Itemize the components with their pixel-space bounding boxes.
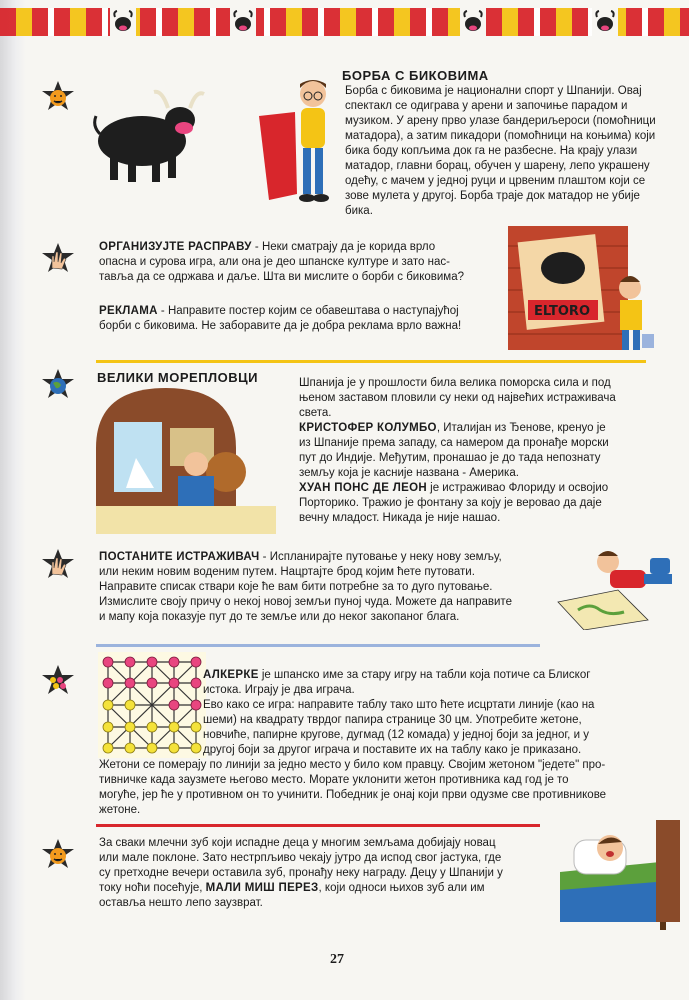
ponce-name: ХУАН ПОНС ДЕ ЛЕОН xyxy=(299,482,427,494)
explorer-title: ПОСТАНИТЕ ИСТРАЖИВАЧ xyxy=(99,551,260,563)
text-line: су претходне вечери оставила зуб, пронађу неку награду. Децу у Шпанији у xyxy=(99,867,503,879)
text-line: или мале поклоне. Зато нестрпљиво чекају јутро да испод свог јастука, где xyxy=(99,852,502,864)
text-line: Жетони се померају по линији за једно место у било ком правцу. Својим жетоном "једете" про- xyxy=(99,759,606,771)
text-line: Шпанија је у прошлости била велика поморска сила и под xyxy=(299,377,611,389)
debate-title: ОРГАНИЗУЈТЕ РАСПРАВУ xyxy=(99,241,252,253)
bullfight-title: БОРБА С БИКОВИМА xyxy=(342,68,489,83)
text-line: РЕКЛАМА - Направите постер којим се обавештава о наступајућој xyxy=(99,305,459,317)
hand-icon xyxy=(40,242,76,278)
alquerque-title: АЛКЕРКЕ xyxy=(203,669,259,681)
text-line: АЛКЕРКЕ је шпанско име за стару игру на табли која потиче са Блиског xyxy=(203,669,591,681)
page-binding xyxy=(0,0,26,1000)
navigators-title: ВЕЛИКИ МОРЕПЛОВЦИ xyxy=(97,370,259,385)
text-line: другој боји за другог играча и поставите их на таблу како је приказано. xyxy=(203,744,582,756)
text-line: ПОСТАНИТЕ ИСТРАЖИВАЧ - Испланирајте путовање у неку нову земљу, xyxy=(99,551,502,563)
text-line: оставља нешто лепо заузврат. xyxy=(99,897,263,909)
text-line: матадор, главни борац, обучен у шарену, лепо украшену xyxy=(345,160,650,172)
alquerque-paragraph-bottom xyxy=(99,758,659,818)
text-line: њеном заставом пловили су неки од највећих истраживача xyxy=(299,392,616,404)
bull-head-icon xyxy=(230,8,256,36)
text-line: Направите списак ствари које ће вам бити потребне за то дуго путовање. xyxy=(99,581,493,593)
text-line: жетоне. xyxy=(99,804,141,816)
text-line: Борба с биковима је национални спорт у Шпанији. Овај xyxy=(345,85,642,97)
text-line: вечну младост. Никада је није нашао. xyxy=(299,512,501,524)
divider-line xyxy=(96,644,540,647)
navigators-paragraph xyxy=(299,376,669,526)
bull-head-icon xyxy=(110,8,136,36)
ad-paragraph xyxy=(99,304,509,334)
text-line: и мапу која показује пут до те земље или до неког закопаног блага. xyxy=(99,611,460,623)
text-line: Порторико. Тражио је фонтану за коју је веровао да даје xyxy=(299,497,602,509)
text-line: матадора), а затим пикадори (помоћници на коњима) који xyxy=(345,130,656,142)
divider-line xyxy=(96,360,646,363)
game-pieces-icon xyxy=(40,664,76,700)
text-line: зове мулета у другој. Борба траје док матадор не убије xyxy=(345,190,640,202)
mouse-perez-name: МАЛИ МИШ ПЕРЕЗ xyxy=(205,882,319,894)
text-line: из Шпаније према западу, са намером да пронађе морски xyxy=(299,437,609,449)
hand-icon xyxy=(40,548,76,584)
map-boy-illustration xyxy=(548,540,678,630)
text-line: бика боду копљима док га не разбесне. На крају улази xyxy=(345,145,638,157)
text-line: току ноћи посећује, МАЛИ МИШ ПЕРЕЗ, који односи њихов зуб али им xyxy=(99,882,485,894)
text-line: Измислите своју причу о некој новој земљи пуној чуда. Можете да направите xyxy=(99,596,512,608)
text-line: земљу која је касније названа - Америка. xyxy=(299,467,519,479)
explorer-paragraph xyxy=(99,550,549,625)
sleeping-child-illustration xyxy=(560,820,680,930)
alquerque-board xyxy=(98,652,206,758)
alquerque-paragraph-top xyxy=(203,668,643,758)
text-line: бика. xyxy=(345,205,373,217)
text-line: ОРГАНИЗУЈТЕ РАСПРАВУ - Неки сматрају да је корида врло xyxy=(99,241,436,253)
text-line: пут до Индије. Међутим, пронашао је до тада непознату xyxy=(299,452,601,464)
poster-text: ELTORO xyxy=(534,304,590,319)
bullfight-paragraph xyxy=(345,84,675,219)
divider-line xyxy=(96,824,540,827)
globe-icon xyxy=(40,368,76,404)
text-line: или неким новим воденим путем. Нацртајте брод којим ћете путовати. xyxy=(99,566,475,578)
bull-illustration xyxy=(92,86,207,186)
text-line: новчиће, папирне кругове, дугмад (12 комада) у једној боји за једног, и у xyxy=(203,729,589,741)
text-line: шеми) на квадрату тврдог папира странице 30 цм. Употребите жетоне, xyxy=(203,714,582,726)
tooth-paragraph xyxy=(99,836,539,911)
matador-illustration xyxy=(255,76,345,206)
poster-boy-illustration xyxy=(508,226,658,354)
text-line: спектакл се одиграва у арени и започиње парадом и xyxy=(345,100,628,112)
pumpkin-icon xyxy=(40,80,76,116)
text-line: могуће, јер ће у противном он то учинити. Победник је онај који први одузме све противникове xyxy=(99,789,607,801)
text-line: света. xyxy=(299,407,332,419)
text-line: опасна и сурова игра, али она је део шпанске културе и зато нас- xyxy=(99,256,450,268)
text-line: одећу, с мачем у једној руци и црвеним плаштом који се xyxy=(345,175,646,187)
text-line: борби с биковима. Не заборавите да је добра реклама врло важна! xyxy=(99,320,462,332)
navigator-study-illustration xyxy=(96,388,276,534)
text-line: тивничке када заузмете његово место. Морате уклонити жетон противника кад год је то xyxy=(99,774,569,786)
pumpkin-icon xyxy=(40,838,76,874)
text-line: Ево како се игра: направите таблу тако што ћете исцртати линије (као на xyxy=(203,699,595,711)
text-line: КРИСТОФЕР КОЛУМБО, Италијан из Ђенове, кренуо је xyxy=(299,422,606,434)
text-line: тавља да се одржава и даље. Шта ви мислите о борби с биковима? xyxy=(99,271,464,283)
flag-border xyxy=(0,8,689,36)
page-number: 27 xyxy=(330,952,344,967)
text-line: музиком. У арену прво улазе бандериљероси (помоћници xyxy=(345,115,656,127)
debate-paragraph xyxy=(99,240,509,285)
text-line: истока. Играју је два играча. xyxy=(203,684,355,696)
text-line: ХУАН ПОНС ДЕ ЛЕОН је истраживао Флориду и освојио xyxy=(299,482,609,494)
text-line: За сваки млечни зуб који испадне деца у многим земљама добијају новац xyxy=(99,837,496,849)
ad-title: РЕКЛАМА xyxy=(99,305,158,317)
bull-head-icon xyxy=(460,8,486,36)
bull-head-icon xyxy=(592,8,618,36)
columbus-name: КРИСТОФЕР КОЛУМБО xyxy=(299,422,437,434)
